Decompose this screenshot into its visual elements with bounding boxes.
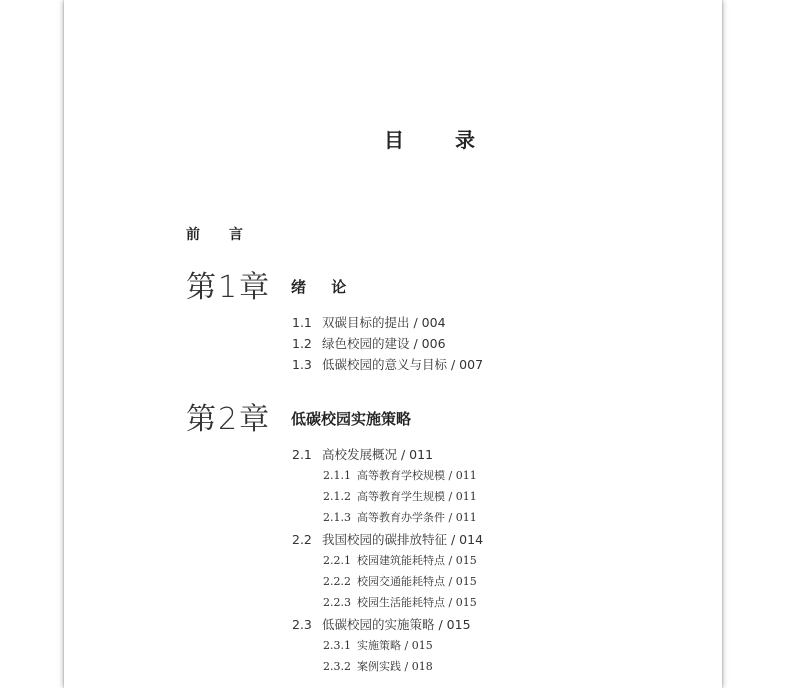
- section-text: 低碳校园的实施策略 / 015: [322, 617, 471, 632]
- section-text: 低碳校园的意义与目标 / 007: [322, 357, 484, 372]
- section-text: 双碳目标的提出 / 004: [322, 315, 446, 330]
- section-text: 绿色校园的建设 / 006: [322, 336, 446, 351]
- toc-subsection: [323, 467, 477, 483]
- toc-section: [292, 334, 446, 352]
- subsection-text: 高等教育学校规模 / 011: [357, 469, 477, 482]
- section-number: 2.2: [292, 532, 312, 547]
- section-number: 2.3: [292, 617, 312, 632]
- toc-section: [292, 355, 483, 373]
- subsection-text: 高等教育学生规模 / 011: [357, 490, 477, 503]
- toc-section: [292, 615, 471, 633]
- subsection-text: 高等教育办学条件 / 011: [357, 511, 477, 524]
- section-number: 2.1: [292, 447, 312, 462]
- section-number: 1.2: [292, 336, 312, 351]
- section-text: 我国校园的碳排放特征 / 014: [322, 532, 484, 547]
- toc-subsection: [323, 594, 477, 610]
- subsection-text: 案例实践 / 018: [357, 660, 433, 673]
- subsection-number: 2.3.2: [323, 660, 351, 673]
- subsection-number: 2.3.1: [323, 639, 351, 652]
- toc-section: [292, 313, 446, 331]
- toc-section: [292, 445, 433, 463]
- subsection-text: 校园建筑能耗特点 / 015: [357, 554, 477, 567]
- toc-subsection: [323, 637, 433, 653]
- chapter-1-title: 绪 论: [291, 278, 357, 296]
- subsection-number: 2.2.2: [323, 575, 351, 588]
- toc-section: [292, 530, 483, 548]
- toc-subsection: [323, 509, 477, 525]
- chapter-2-label: 第2章: [186, 402, 272, 437]
- subsection-number: 2.2.1: [323, 554, 351, 567]
- preface-entry: 前 言: [186, 227, 255, 243]
- section-text: 高校发展概况 / 011: [322, 447, 434, 462]
- toc-title: 目 录: [384, 128, 497, 152]
- chapter-2-title: 低碳校园实施策略: [291, 410, 412, 428]
- section-number: 1.1: [292, 315, 312, 330]
- subsection-text: 实施策略 / 015: [357, 639, 433, 652]
- subsection-text: 校园生活能耗特点 / 015: [357, 596, 477, 609]
- section-number: 1.3: [292, 357, 312, 372]
- toc-subsection: [323, 658, 433, 674]
- subsection-text: 校园交通能耗特点 / 015: [357, 575, 477, 588]
- subsection-number: 2.1.1: [323, 469, 351, 482]
- chapter-1-label: 第1章: [186, 270, 272, 305]
- toc-subsection: [323, 573, 477, 589]
- subsection-number: 2.1.3: [323, 511, 351, 524]
- subsection-number: 2.1.2: [323, 490, 351, 503]
- subsection-number: 2.2.3: [323, 596, 351, 609]
- toc-subsection: [323, 488, 477, 504]
- toc-subsection: [323, 552, 477, 568]
